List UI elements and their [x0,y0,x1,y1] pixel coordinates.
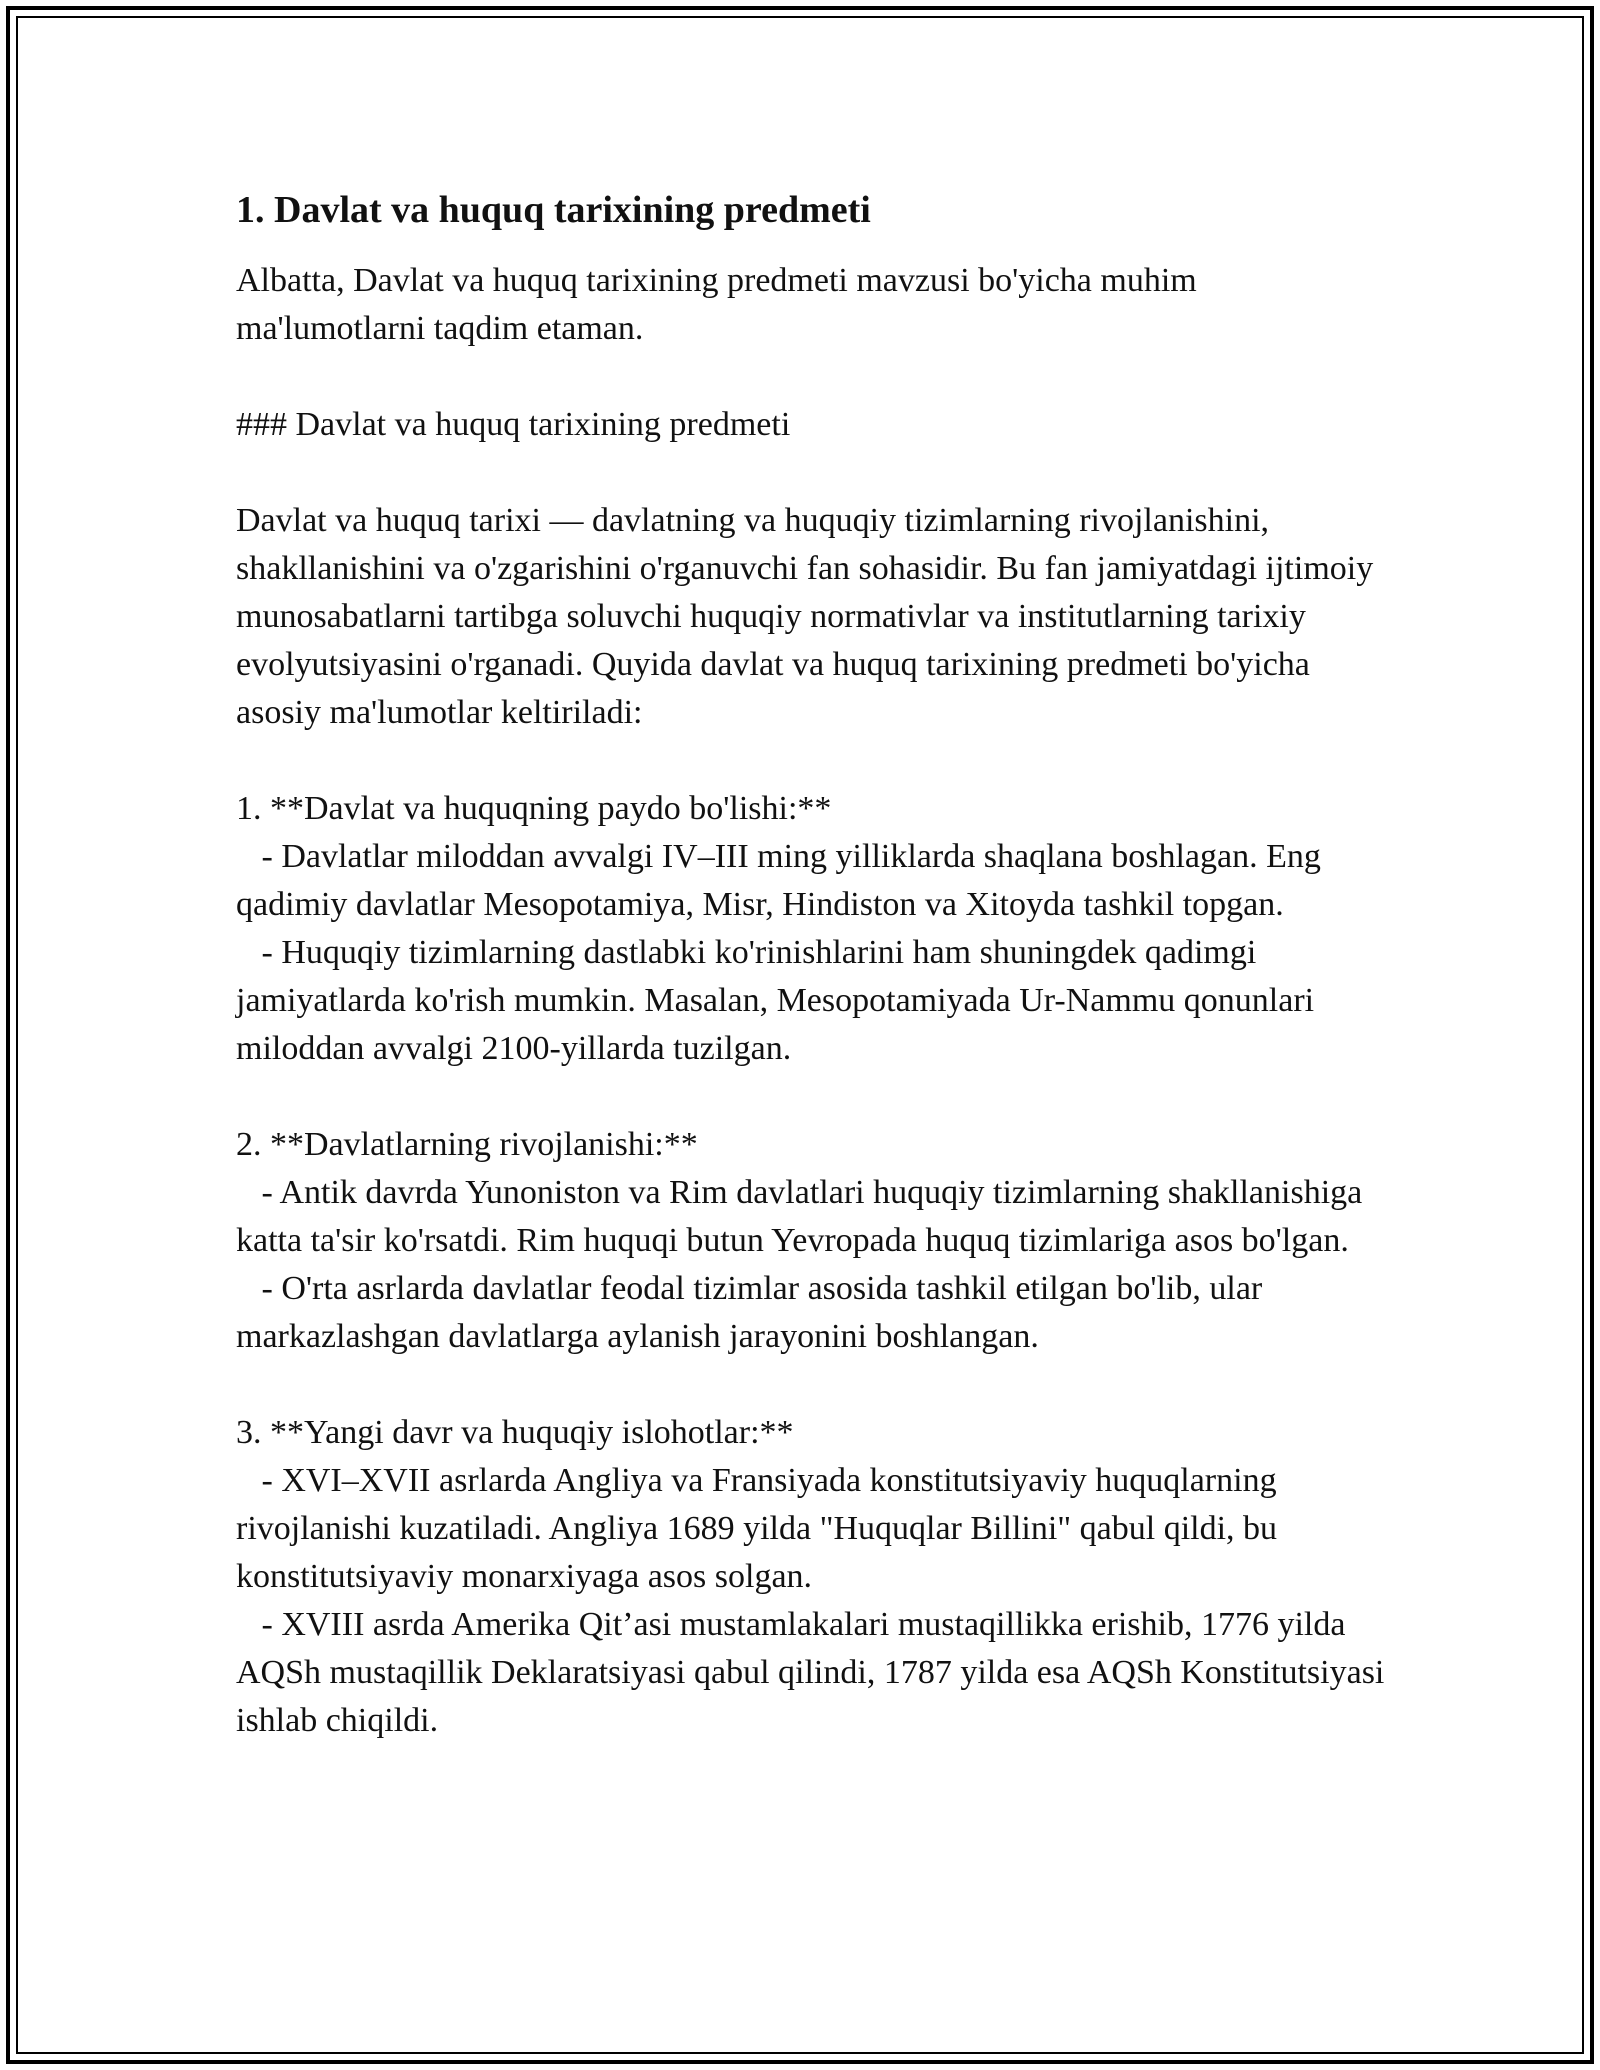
section-bullet: - Davlatlar miloddan avvalgi IV–III ming yilliklarda shaqlana boshlagan. Eng qadimiy davlatlar Mesopotamiya, Misr, Hindiston va Xitoyda tashkil topgan. [236,838,1330,923]
section-heading: 2. **Davlatlarning rivojlanishi:** [236,1126,698,1163]
section-bullet: - Huquqiy tizimlarning dastlabki ko'rinishlarini ham shuningdek qadimgi jamiyatlarda ko'rish mumkin. Masalan, Mesopotamiyada Ur-Nammu qonunlari miloddan avvalgi 2100-yillarda tuzilgan. [236,934,1323,1067]
section-2 [236,1121,1386,1361]
section-bullet: - O'rta asrlarda davlatlar feodal tizimlar asosida tashkil etilgan bo'lib, ular markazlashgan davlatlarga aylanish jarayonini boshlangan. [236,1270,1271,1355]
overview-paragraph: Davlat va huquq tarixi — davlatning va huquqiy tizimlarning rivojlanishini, shakllanishini va o'zgarishini o'rganuvchi fan sohasidir. Bu fan jamiyatdagi ijtimoiy munosabatlarni tartibga soluvchi huquqiy normativlar va institutlarning tarixiy evolyutsiyasini o'rganadi. Quyida davlat va huquq tarixining predmeti bo'yicha asosiy ma'lumotlar keltiriladi: [236,502,1382,731]
section-bullet: - Antik davrda Yunoniston va Rim davlatlari huquqiy tizimlarning shakllanishiga katta ta'sir ko'rsatdi. Rim huquqi butun Yevropada huquq tizimlariga asos bo'lgan. [236,1174,1371,1259]
section-bullet: - XVI–XVII asrlarda Angliya va Fransiyada konstitutsiyaviy huquqlarning rivojlanishi kuzatiladi. Angliya 1689 yilda "Huquqlar Billini" qabul qildi, bu konstitutsiyaviy monarxiyaga asos solgan. [236,1462,1286,1595]
document-title: 1. Davlat va huquq tarixining predmeti [236,189,871,231]
section-bullet: - XVIII asrda Amerika Qit’asi mustamlakalari mustaqillikka erishib, 1776 yilda AQSh mustaqillik Deklaratsiyasi qabul qilindi, 1787 yilda esa AQSh Konstitutsiyasi ishlab chiqildi. [236,1606,1393,1739]
section-1 [236,785,1386,1073]
subheading: ### Davlat va huquq tarixining predmeti [236,406,791,443]
document-body [236,185,1393,1793]
intro-paragraph: Albatta, Davlat va huquq tarixining predmeti mavzusi bo'yicha muhim ma'lumotlarni taqdim etaman. [236,262,1206,347]
section-heading: 1. **Davlat va huquqning paydo bo'lishi:** [236,790,832,827]
section-3 [236,1409,1393,1745]
section-heading: 3. **Yangi davr va huquqiy islohotlar:** [236,1414,794,1451]
